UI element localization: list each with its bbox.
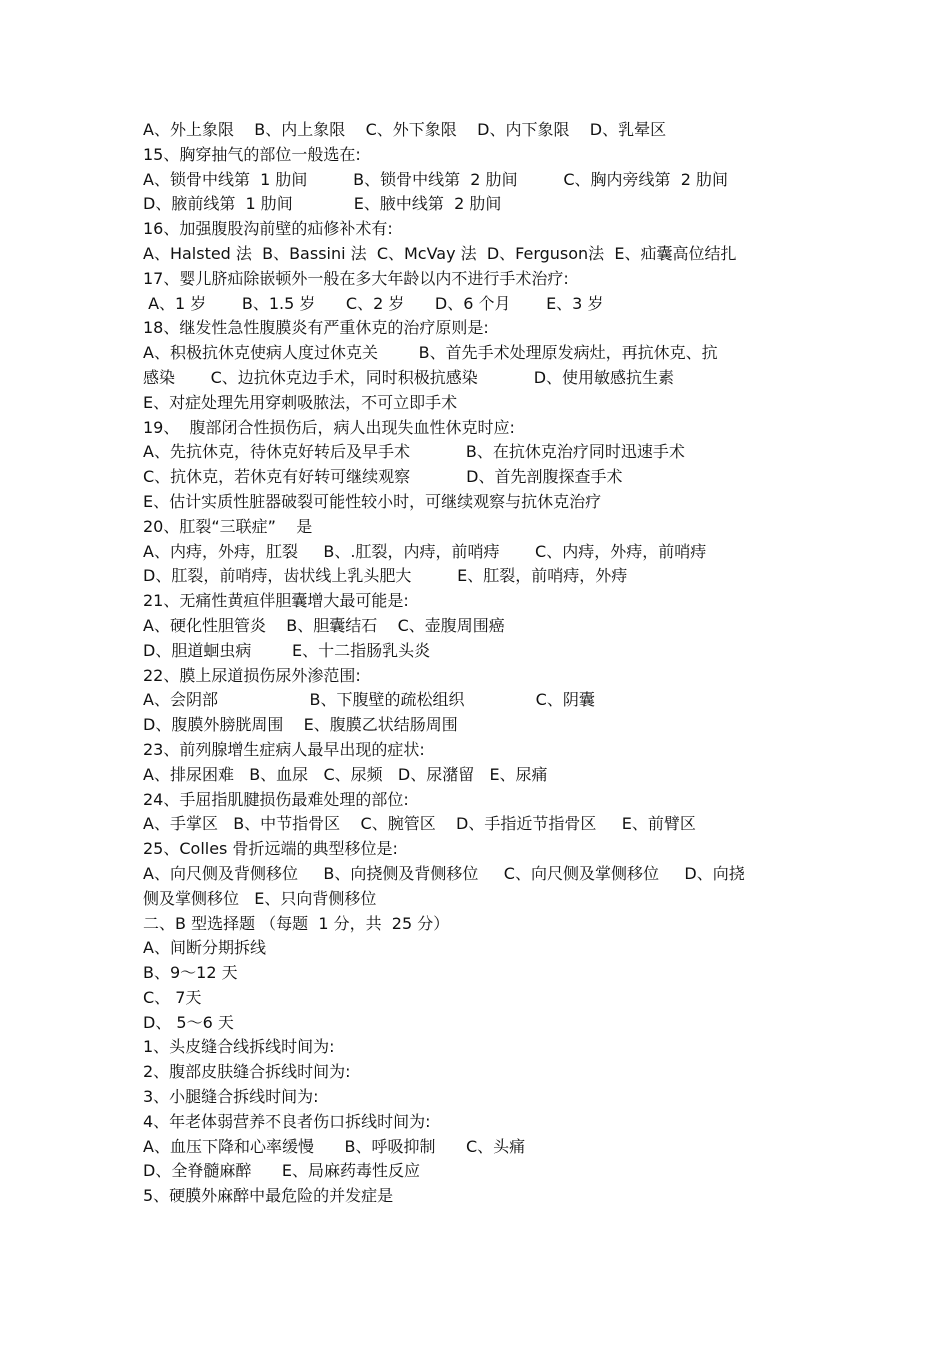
text-line: A、Halsted 法 B、Bassini 法 C、McVay 法 D、Ferguson法 E、疝囊高位结扎 — [143, 243, 737, 263]
text-line: 19、 腹部闭合性损伤后，病人出现失血性休克时应: — [143, 417, 515, 437]
text-line: 4、年老体弱营养不良者伤口拆线时间为: — [143, 1111, 431, 1131]
text-line: D、胆道蛔虫病 E、十二指肠乳头炎 — [143, 640, 431, 660]
text-line: C、 7天 — [143, 987, 202, 1007]
text-line: D、 5～6 天 — [143, 1012, 234, 1032]
text-line: A、会阴部 B、下腹壁的疏松组织 C、阴囊 — [143, 690, 595, 710]
text-line: D、腋前线第 1 肋间 E、腋中线第 2 肋间 — [143, 194, 502, 214]
text-line: A、向尺侧及背侧移位 B、向挠侧及背侧移位 C、向尺侧及掌侧移位 D、向挠 — [143, 863, 745, 883]
text-line: A、间断分期拆线 — [143, 938, 266, 958]
text-line: 二、B 型选择题 （每题 1 分，共 25 分） — [143, 913, 450, 933]
text-line: A、内痔，外痔，肛裂 B、.肛裂，内痔，前哨痔 C、内痔，外痔，前哨痔 — [143, 541, 707, 561]
text-line: 感染 C、边抗休克边手术，同时积极抗感染 D、使用敏感抗生素 — [143, 367, 675, 387]
text-line: 15、胸穿抽气的部位一般选在: — [143, 144, 361, 164]
text-line: 侧及掌侧移位 E、只向背侧移位 — [143, 888, 377, 908]
text-line: E、对症处理先用穿刺吸脓法，不可立即手术 — [143, 392, 458, 412]
text-line: C、抗休克，若休克有好转可继续观察 D、首先剖腹探查手术 — [143, 467, 623, 487]
text-line: 24、手屈指肌腱损伤最难处理的部位: — [143, 789, 409, 809]
text-line: A、手掌区 B、中节指骨区 C、腕管区 D、手指近节指骨区 E、前臂区 — [143, 814, 696, 834]
text-line: 1、头皮缝合线拆线时间为: — [143, 1037, 335, 1057]
text-line: D、全脊髓麻醉 E、局麻药毒性反应 — [143, 1161, 420, 1181]
text-line: E、估计实质性脏器破裂可能性较小时，可继续观察与抗休克治疗 — [143, 491, 602, 511]
text-line: 21、无痛性黄疸伴胆囊增大最可能是: — [143, 591, 409, 611]
text-line: 17、婴儿脐疝除嵌顿外一般在多大年龄以内不进行手术治疗: — [143, 268, 569, 288]
text-line: B、9～12 天 — [143, 963, 238, 983]
text-line: 5、硬膜外麻醉中最危险的并发症是 — [143, 1186, 394, 1206]
text-line: A、排尿困难 B、血尿 C、尿频 D、尿潴留 E、尿痛 — [143, 764, 548, 784]
text-line: 22、膜上尿道损伤尿外渗范围: — [143, 665, 361, 685]
text-line: A、血压下降和心率缓慢 B、呼吸抑制 C、头痛 — [143, 1136, 526, 1156]
text-line: 18、继发性急性腹膜炎有严重休克的治疗原则是: — [143, 318, 489, 338]
text-line: D、肛裂，前哨痔，齿状线上乳头肥大 E、肛裂，前哨痔，外痔 — [143, 566, 628, 586]
document-body — [143, 118, 813, 1209]
text-line: A、锁骨中线第 1 肋间 B、锁骨中线第 2 肋间 C、胸内旁线第 2 肋间 — [143, 169, 728, 189]
text-line: 25、Colles 骨折远端的典型移位是: — [143, 839, 398, 859]
text-line: 20、肛裂“三联症” 是 — [143, 516, 313, 536]
text-line: A、积极抗休克使病人度过休克关 B、首先手术处理原发病灶，再抗休克、抗 — [143, 343, 718, 363]
text-line: 16、加强腹股沟前壁的疝修补术有: — [143, 219, 393, 239]
text-line: 2、腹部皮肤缝合拆线时间为: — [143, 1062, 351, 1082]
text-line: 3、小腿缝合拆线时间为: — [143, 1087, 319, 1107]
text-line: A、硬化性胆管炎 B、胆囊结石 C、壶腹周围癌 — [143, 615, 505, 635]
text-line: A、外上象限 B、内上象限 C、外下象限 D、内下象限 D、乳晕区 — [143, 120, 667, 139]
text-line: D、腹膜外膀胱周围 E、腹膜乙状结肠周围 — [143, 715, 458, 735]
text-line: 23、前列腺增生症病人最早出现的症状: — [143, 739, 425, 759]
text-line: A、1 岁 B、1.5 岁 C、2 岁 D、6 个月 E、3 岁 — [143, 293, 604, 313]
text-line: A、先抗休克，待休克好转后及早手术 B、在抗休克治疗同时迅速手术 — [143, 442, 685, 462]
